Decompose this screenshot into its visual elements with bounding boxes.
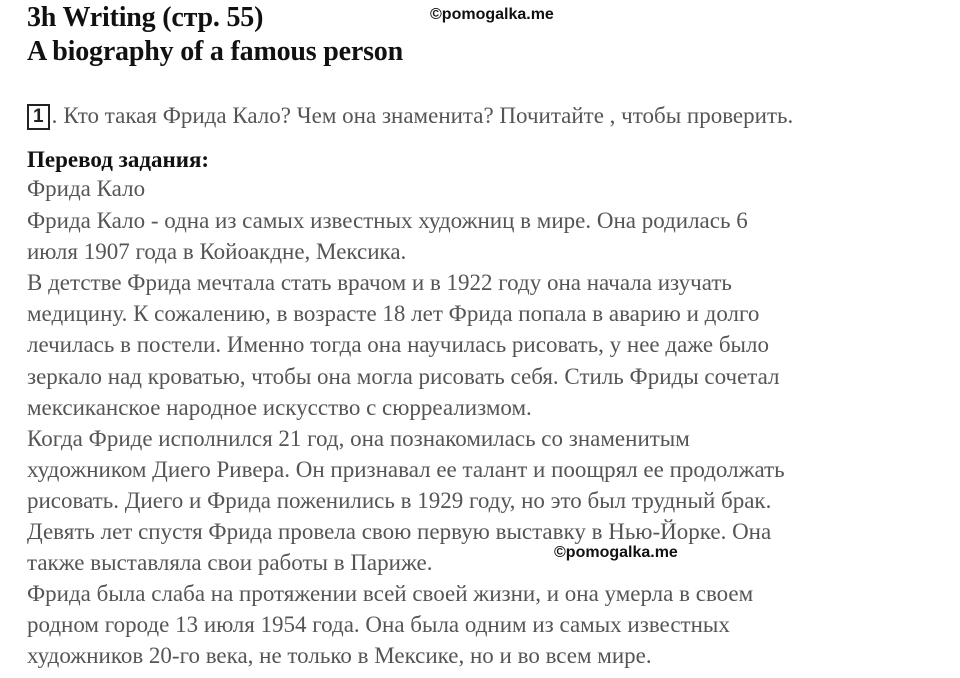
translation-line: Фрида была слаба на протяжении всей своей жизни, и она умерла в своем <box>27 581 754 606</box>
translation-line: родном городе 13 июля 1954 года. Она была одним из самых известных <box>27 612 730 637</box>
translation-heading: Перевод задания: <box>27 147 210 172</box>
translation-line: мексиканское народное искусство с сюрреализмом. <box>27 395 532 420</box>
translation-line: также выставляла свои работы в Париже. <box>27 550 433 575</box>
task-text: Кто такая Фрида Кало? Чем она знаменита? Почитайте , чтобы проверить. <box>63 103 794 128</box>
translation-line: художников 20-го века, не только в Мексике, но и во всем мире. <box>27 643 652 668</box>
watermark-middle: ©pomogalka.me <box>554 544 678 561</box>
translation-line: рисовать. Диего и Фрида поженились в 1929 году, но это был трудный брак. <box>27 488 772 513</box>
translation-line: зеркало над кроватью, чтобы она могла рисовать себя. Стиль Фриды сочетал <box>27 364 780 389</box>
task-number-box: 1 <box>27 104 50 130</box>
translation-line: июля 1907 года в Койоакдне, Мексика. <box>27 239 407 264</box>
translation-line: Девять лет спустя Фрида провела свою первую выставку в Нью-Йорке. Она <box>27 519 772 544</box>
page-subtitle: A biography of a famous person <box>27 36 403 67</box>
task-instruction <box>27 102 793 130</box>
translation-line: В детстве Фрида мечтала стать врачом и в 1922 году она начала изучать <box>27 270 732 295</box>
translation-line: художником Диего Ривера. Он признавал ее талант и поощрял ее продолжать <box>27 457 785 482</box>
translation-line: лечилась в постели. Именно тогда она научилась рисовать, у нее даже было <box>27 332 769 357</box>
translation-line: Когда Фриде исполнился 21 год, она познакомилась со знаменитым <box>27 426 690 451</box>
watermark-top: ©pomogalka.me <box>430 6 554 23</box>
page-title: 3h Writing (стр. 55) <box>27 2 264 33</box>
translation-line: Фрида Кало - одна из самых известных художниц в мире. Она родилась 6 <box>27 208 748 233</box>
translation-line: Фрида Кало <box>27 176 146 201</box>
task-number-separator: . <box>51 103 58 128</box>
translation-line: медицину. К сожалению, в возрасте 18 лет Фрида попала в аварию и долго <box>27 301 760 326</box>
